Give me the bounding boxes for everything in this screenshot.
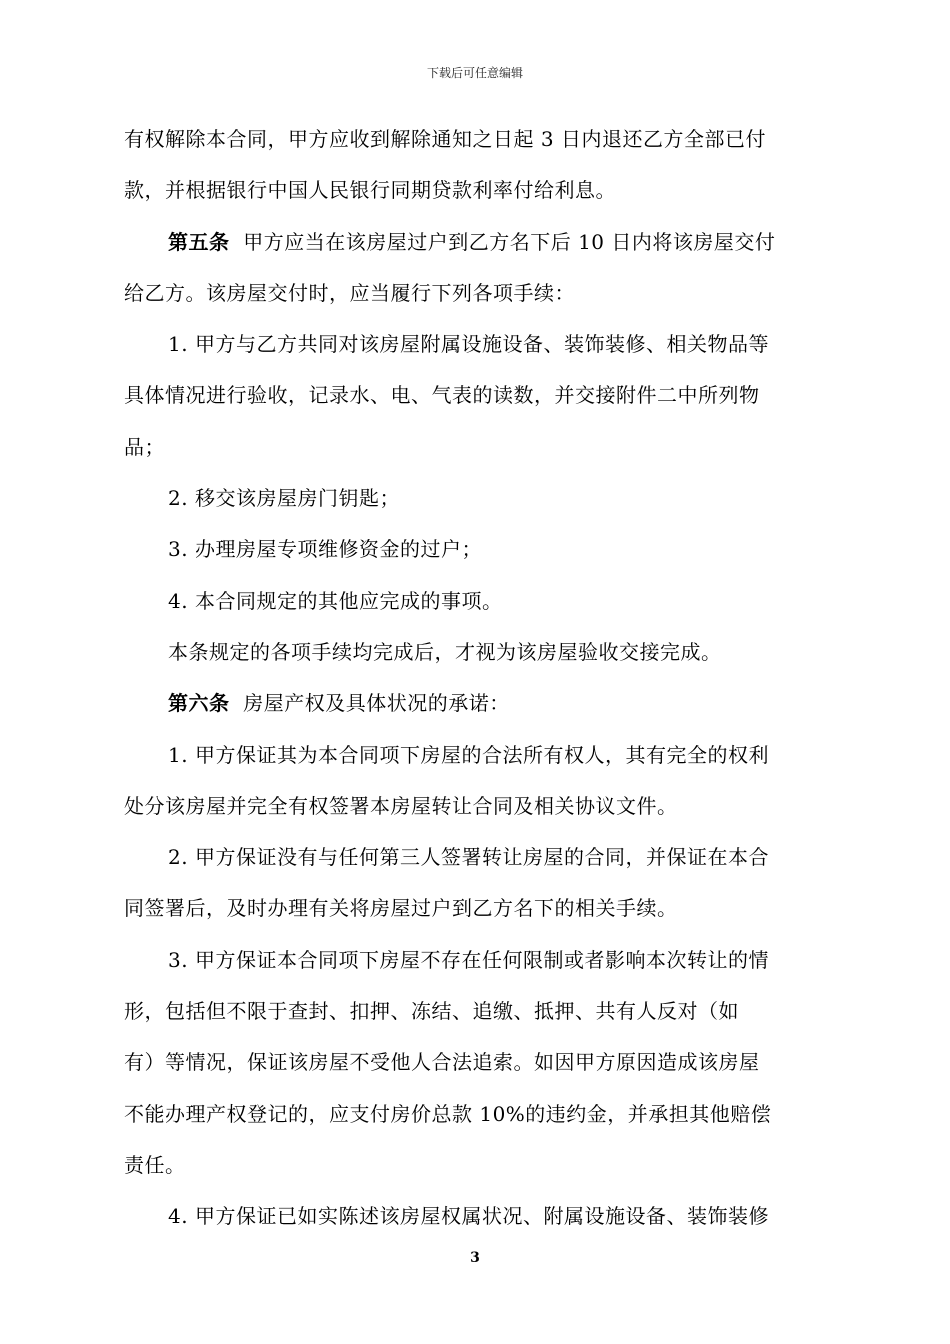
text-line: 1. 甲方保证其为本合同项下房屋的合法所有权人，其有完全的权利 <box>168 742 769 767</box>
article-5-line <box>124 229 818 255</box>
text-line: 4. 本合同规定的其他应完成的事项。 <box>168 588 503 613</box>
text-line: 本条规定的各项手续均完成后，才视为该房屋验收交接完成。 <box>168 639 722 664</box>
article-6-line <box>124 690 818 716</box>
page-number: 3 <box>470 1250 480 1266</box>
text-line: 3. 甲方保证本合同项下房屋不存在任何限制或者影响本次转让的情 <box>168 947 769 972</box>
article-6-label: 第六条 <box>168 691 230 716</box>
text-line: 处分该房屋并完全有权签署本房屋转让合同及相关协议文件。 <box>124 793 678 818</box>
article-5-label: 第五条 <box>168 229 230 254</box>
text-line: 4. 甲方保证已如实陈述该房屋权属状况、附属设施设备、装饰装修 <box>168 1204 769 1229</box>
text-line: 有权解除本合同，甲方应收到解除通知之日起 3 日内退还乙方全部已付 <box>124 127 766 151</box>
text-line: 责任。 <box>124 1152 186 1177</box>
text-line: 形，包括但不限于查封、扣押、冻结、追缴、抵押、共有人反对（如 <box>124 999 739 1024</box>
text-line: 3. 办理房屋专项维修资金的过户； <box>168 537 482 562</box>
text-line: 不能办理产权登记的，应支付房价总款 10%的违约金，并承担其他赔偿 <box>124 1101 772 1126</box>
text-line: 品； <box>124 434 165 459</box>
text-line: 2. 甲方保证没有与任何第三人签署转让房屋的合同，并保证在本合 <box>168 845 769 870</box>
text-line: 同签署后，及时办理有关将房屋过户到乙方名下的相关手续。 <box>124 896 678 921</box>
text-line: 1. 甲方与乙方共同对该房屋附属设施设备、装饰装修、相关物品等 <box>168 332 769 357</box>
contract-body <box>124 126 818 1255</box>
text-line: 给乙方。该房屋交付时，应当履行下列各项手续： <box>124 280 575 305</box>
text-line: 有）等情况，保证该房屋不受他人合法追索。如因甲方原因造成该房屋 <box>124 1050 760 1075</box>
text-line: 2. 移交该房屋房门钥匙； <box>168 486 400 511</box>
text-line: 具体情况进行验收，记录水、电、气表的读数，并交接附件二中所列物 <box>124 383 760 408</box>
article-5-text: 甲方应当在该房屋过户到乙方名下后 10 日内将该房屋交付 <box>243 229 776 254</box>
article-6-text: 房屋产权及具体状况的承诺： <box>243 691 510 716</box>
text-line: 款，并根据银行中国人民银行同期贷款利率付给利息。 <box>124 178 616 203</box>
page-header: 下载后可任意编辑 <box>426 66 523 80</box>
